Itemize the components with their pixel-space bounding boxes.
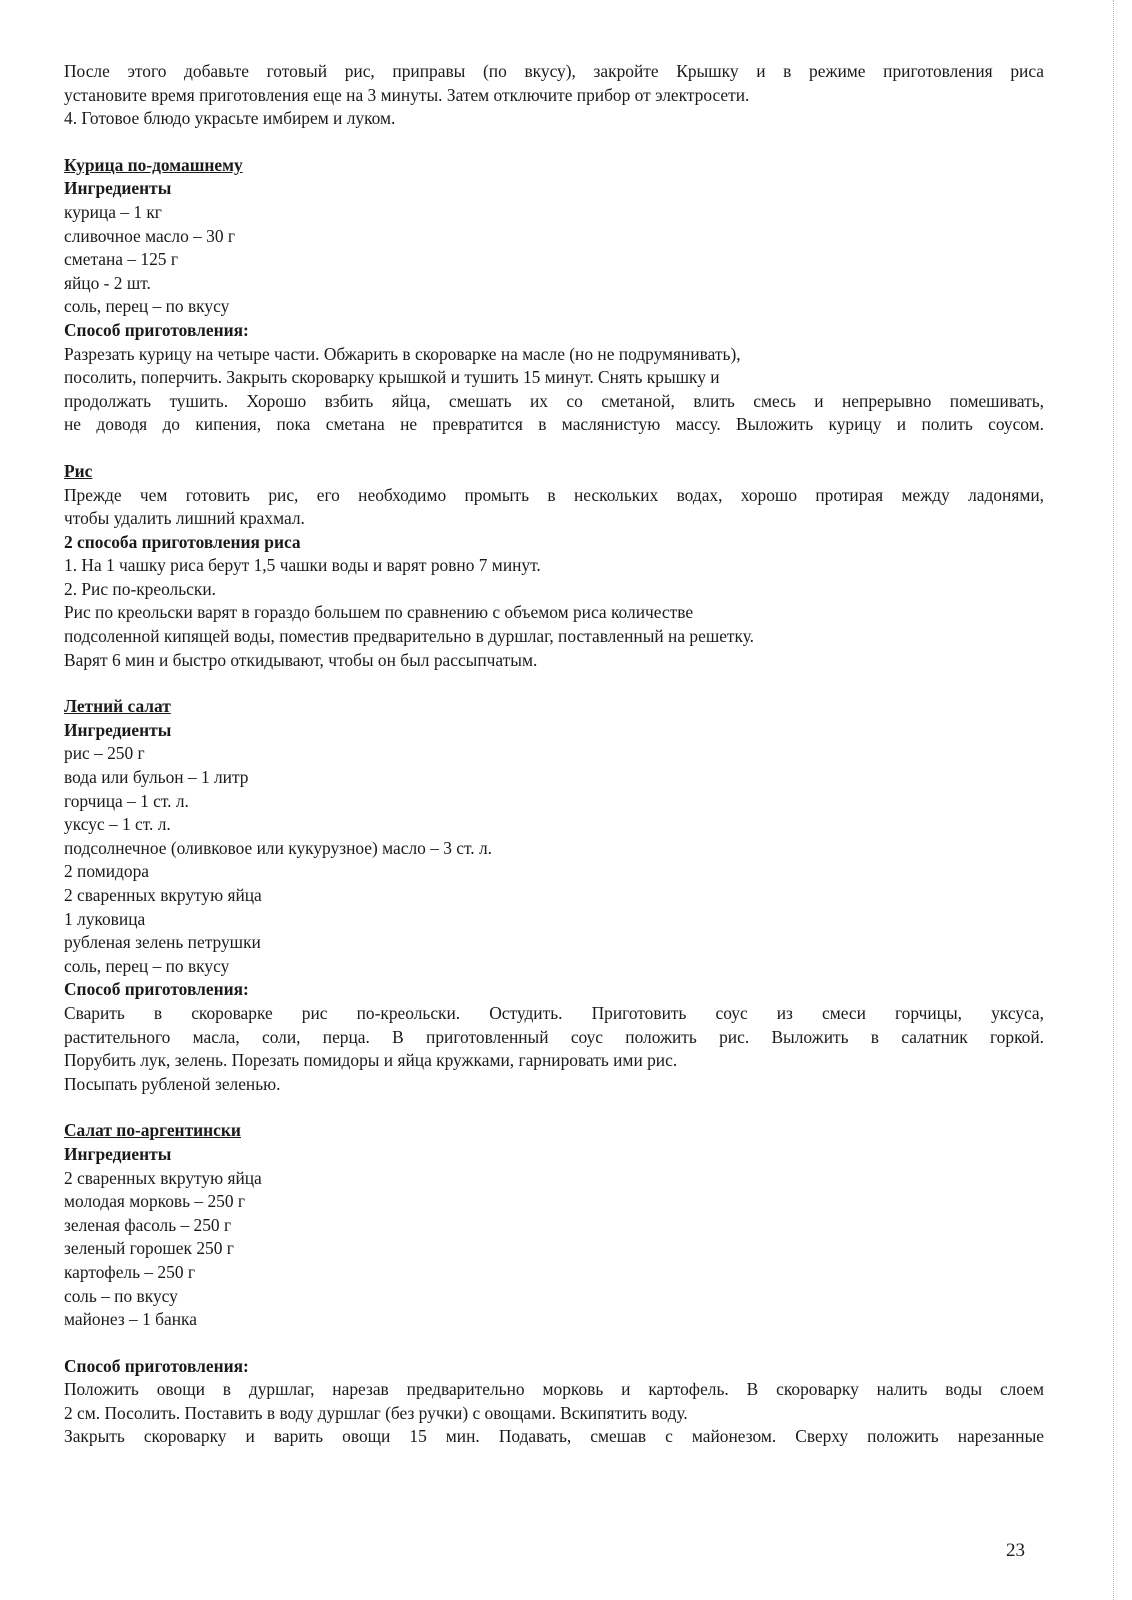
page-number: 23 (1006, 1540, 1025, 1561)
method-line: продолжать тушить. Хорошо взбить яйца, смешать их со сметаной, влить смесь и непрерывно помешивать, (64, 390, 1044, 411)
ingredient-item: соль – по вкусу (64, 1285, 178, 1306)
method-label: Способ приготовления: (64, 1355, 249, 1376)
method-line: Закрыть скороварку и варить овощи 15 мин. Подавать, смешав с майонезом. Сверху положить нарезанные (64, 1426, 1044, 1447)
method-line: Положить овощи в дуршлаг, нарезав предварительно морковь и картофель. В скороварку налить воды слоем (64, 1379, 1044, 1400)
ingredient-item: 2 помидора (64, 861, 149, 882)
recipe-title: Салат по-аргентински (64, 1120, 241, 1141)
page-edge-border (1113, 0, 1114, 1600)
method-line: посолить, поперчить. Закрыть скороварку крышкой и тушить 15 минут. Снять крышку и (64, 367, 720, 388)
ingredient-item: яйцо - 2 шт. (64, 272, 151, 293)
ingredient-item: рис – 250 г (64, 743, 145, 764)
text-line: Прежде чем готовить рис, его необходимо промыть в нескольких водах, хорошо протирая между ладонями, (64, 484, 1044, 505)
ingredient-item: зеленая фасоль – 250 г (64, 1214, 232, 1235)
recipe-rice (64, 460, 1044, 672)
ingredient-item: сметана – 125 г (64, 249, 178, 270)
ingredient-item: 1 луковица (64, 908, 146, 929)
recipe-title: Рис (64, 460, 93, 481)
text-line: После этого добавьте готовый рис, приправы (по вкусу), закройте Крышку и в режиме приготовления риса (64, 61, 1044, 81)
method-line: Порубить лук, зелень. Порезать помидоры и яйца кружками, гарнировать ими рис. (64, 1050, 678, 1071)
text-line: 4. Готовое блюдо украсьте имбирем и луком. (64, 108, 396, 129)
recipe-argentine-salad (64, 1119, 1044, 1449)
ingredient-item: сливочное масло – 30 г (64, 225, 236, 246)
method-line: подсоленной кипящей воды, поместив предварительно в дуршлаг, поставленный на решетку. (64, 626, 755, 647)
ingredient-item: подсолнечное (оливковое или кукурузное) масло – 3 ст. л. (64, 837, 493, 858)
document-body (64, 60, 1044, 1449)
method-line: растительного масла, соли, перца. В приготовленный соус положить рис. Выложить в салатник горкой. (64, 1026, 1044, 1047)
recipe-title: Летний салат (64, 696, 171, 717)
ingredient-item: горчица – 1 ст. л. (64, 790, 189, 811)
ingredient-item: вода или бульон – 1 литр (64, 767, 249, 788)
method-line: не доводя до кипения, пока сметана не превратится в маслянистую массу. Выложить курицу и полить соусом. (64, 414, 1044, 435)
ingredient-item: курица – 1 кг (64, 201, 162, 222)
method-label: Способ приготовления: (64, 979, 249, 1000)
ingredients-label: Ингредиенты (64, 719, 172, 740)
method-line: Сварить в скороварке рис по-креольски. Остудить. Приготовить соус из смеси горчицы, уксуса, (64, 1002, 1044, 1023)
text-line: установите время приготовления еще на 3 минуты. Затем отключите прибор от электросети. (64, 84, 750, 105)
ingredient-item: зеленый горошек 250 г (64, 1238, 234, 1259)
ingredient-item: уксус – 1 ст. л. (64, 814, 171, 835)
ingredient-item: рубленая зелень петрушки (64, 932, 261, 953)
recipe-title: Курица по-домашнему (64, 154, 243, 175)
ingredient-item: 2 сваренных вкрутую яйца (64, 885, 262, 905)
ingredient-item: 2 сваренных вкрутую яйца (64, 1167, 262, 1188)
intro-paragraph (64, 60, 1044, 131)
method-line: Разрезать курицу на четыре части. Обжарить в скороварке на масле (но не подрумянивать), (64, 343, 741, 364)
method-label: Способ приготовления: (64, 319, 249, 340)
ingredient-item: молодая морковь – 250 г (64, 1191, 246, 1212)
method-line: 2 см. Посолить. Поставить в воду дуршлаг (без ручки) с овощами. Вскипятить воду. (64, 1402, 688, 1423)
ingredient-item: майонез – 1 банка (64, 1309, 197, 1330)
recipe-summer-salad (64, 695, 1044, 1096)
text-line: чтобы удалить лишний крахмал. (64, 508, 305, 529)
method-line: 2. Рис по-креольски. (64, 578, 216, 599)
recipe-chicken (64, 154, 1044, 437)
methods-label: 2 способа приготовления риса (64, 531, 301, 552)
ingredient-item: картофель – 250 г (64, 1261, 195, 1282)
method-line: 1. На 1 чашку риса берут 1,5 чашки воды и варят ровно 7 минут. (64, 555, 541, 576)
method-line: Варят 6 мин и быстро откидывают, чтобы он был рассыпчатым. (64, 649, 538, 670)
method-line: Посыпать рубленой зеленью. (64, 1073, 281, 1094)
method-line: Рис по креольски варят в гораздо большем по сравнению с объемом риса количестве (64, 602, 694, 623)
ingredient-item: соль, перец – по вкусу (64, 296, 230, 317)
ingredients-label: Ингредиенты (64, 178, 172, 199)
ingredients-label: Ингредиенты (64, 1143, 172, 1164)
ingredient-item: соль, перец – по вкусу (64, 955, 230, 976)
